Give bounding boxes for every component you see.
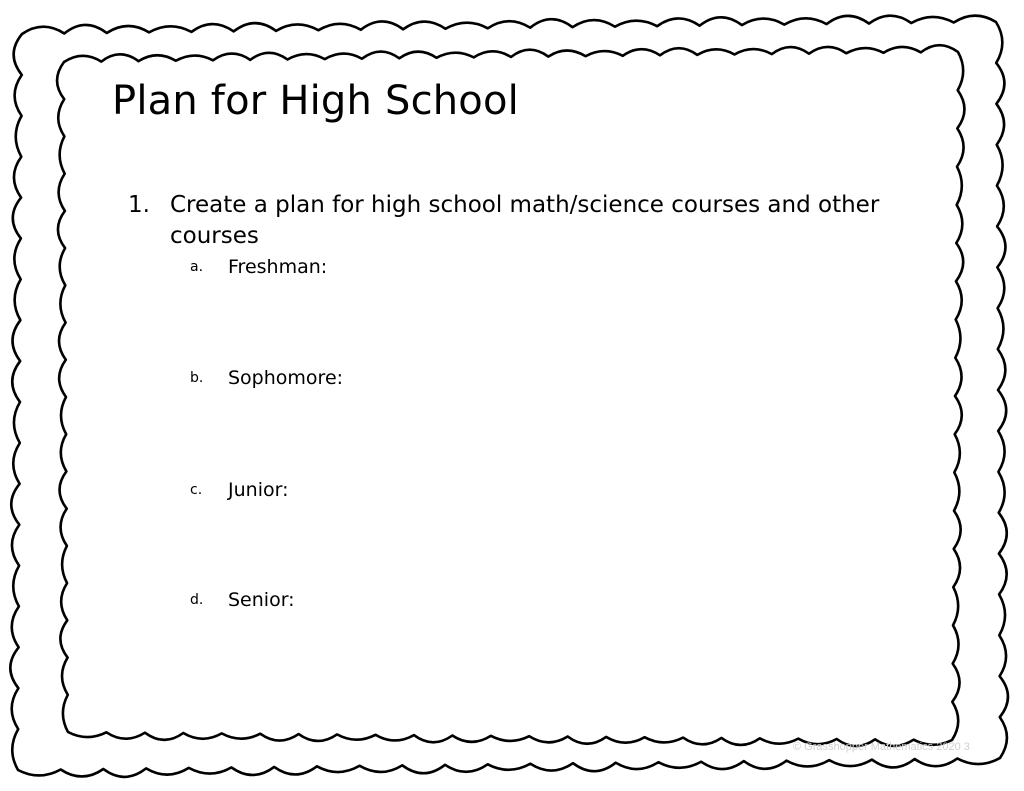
sub-item-label: Sophomore: bbox=[228, 367, 344, 389]
inner-scalloped-border bbox=[57, 45, 964, 746]
outer-scalloped-border bbox=[10, 16, 1008, 777]
sub-item-letter: d. bbox=[190, 592, 204, 608]
question-number: 1. bbox=[128, 192, 150, 218]
copyright-watermark: © Grasshopper Mathematics 2020 3 bbox=[793, 741, 970, 753]
sub-item-label: Senior: bbox=[228, 589, 295, 611]
sub-item-letter: c. bbox=[190, 482, 203, 498]
question-text: Create a plan for high school math/science courses and other courses bbox=[170, 192, 880, 249]
sub-item-label: Junior: bbox=[228, 479, 289, 501]
sub-item-letter: a. bbox=[190, 259, 204, 275]
sub-item-letter: b. bbox=[190, 370, 204, 386]
page-title: Plan for High School bbox=[112, 78, 519, 124]
sub-item-label: Freshman: bbox=[228, 256, 328, 278]
